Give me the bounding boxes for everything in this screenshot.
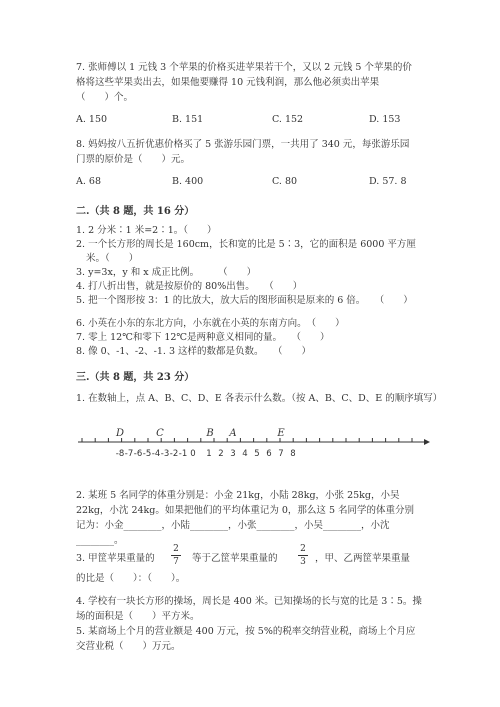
number-line-label: 4 [242,449,248,459]
number-line-label: 8 [290,449,296,459]
s2-item-4: 4. 打八折出售，就是按原价的 80%出售。 （ ） [76,281,303,292]
q7-line-1: 7. 张师傅以 1 元钱 3 个苹果的价格买进苹果若干个，又以 2 元钱 5 个苹果的价 [76,62,412,73]
number-line-label: 1 [206,449,212,459]
q7-option-c[interactable]: C. 152 [272,114,304,125]
fraction-2-numerator: 2 [300,544,306,554]
number-line-point-a: A [229,428,237,439]
number-line-label: 2 [218,449,224,459]
q8-line-2: 门票的原价是（ ）元。 [76,154,191,165]
number-line-label: -5 [142,449,152,459]
number-line-label: -6 [133,449,143,459]
s2-item-3: 3. y=3x，y 和 x 成正比例。 （ ） [76,267,257,278]
s2-item-1: 1. 2 分米∶1 米=2∶1。（ ） [76,225,217,236]
s2-item-8: 8. 像 0、-1、-2、-1. 3 这样的数都是负数。 （ ） [76,346,312,357]
number-line-label: -2 [169,449,179,459]
s3-q3-prefix: 3. 甲筐苹果重量的 [76,553,155,564]
s2-item-7: 7. 零上 12℃和零下 12℃是两种意义相同的量。 （ ） [76,332,330,343]
q8-option-d[interactable]: D. 57. 8 [369,176,407,187]
number-line-arrow [424,439,430,445]
q7-option-a[interactable]: A. 150 [76,114,108,125]
s3-q2-line-2: 22kg，小沈 24kg。如果把他们的平均体重记为 0，那么这 5 名同学的体重分别 [76,505,415,516]
s3-q1-text: 1. 在数轴上，点 A、B、C、D、E 各表示什么数。（按 A、B、C、D、E 的顺序填写） [76,393,443,404]
fraction-1-denominator: 7 [173,557,179,567]
number-line [76,424,431,466]
s3-q4-line-2: 场的面积是（ ）平方米。 [76,611,200,622]
s2-item-2: 2. 一个长方形的周长是 160cm，长和宽的比是 5∶3，它的面积是 6000 平方厘 [76,239,416,250]
q8-option-c[interactable]: C. 80 [272,176,298,187]
number-line-label: 7 [278,449,284,459]
number-line-label: 5 [254,449,260,459]
number-line-point-b: B [206,428,214,439]
s3-q3-line-2: 的比是（ ）：（ ）。 [76,573,186,584]
s3-q2-line-3: 记为：小金________，小陆________，小张________，小吴________，小沈 [76,520,390,531]
s2-item-5: 5. 把一个图形按 3：1 的比放大，放大后的图形面积是原来的 6 倍。 （ ） [76,295,413,306]
fraction-2-denominator: 3 [300,557,306,567]
s2-item-6: 6. 小英在小东的东北方向，小东就在小英的东南方向。 （ ） [76,318,345,329]
section-2-title: 二.（共 8 题，共 16 分） [76,206,195,217]
s2-item-2-cont: 米。（ ） [86,253,139,264]
q8-option-a[interactable]: A. 68 [76,176,101,187]
s3-q4-line-1: 4. 学校有一块长方形的操场，周长是 400 米。已知操场的长与宽的比是 3∶5。操 [76,596,422,607]
s3-q3-suffix: ，甲、乙两筐苹果重量 [315,553,411,564]
number-line-point-c: C [156,428,164,439]
number-line-label: -7 [124,449,134,459]
fraction-1-numerator: 2 [173,544,179,554]
q7-line-3: （ ）个。 [76,92,134,103]
number-line-label: -1 [178,449,188,459]
section-3-title: 三.（共 8 题，共 23 分） [76,372,195,383]
s3-q3-fraction-1 [171,544,181,567]
q8-option-b[interactable]: B. 400 [172,176,204,187]
number-line-point-e: E [277,428,285,439]
s3-q3-mid: 等于乙筐苹果重量的 [192,553,278,564]
q7-option-b[interactable]: B. 151 [172,114,204,125]
s3-q5-line-1: 5. 某商场上个月的营业额是 400 万元，按 5%的税率交纳营业税，商场上个月应 [76,626,416,637]
number-line-label: 6 [266,449,272,459]
s3-q2-line-4: ________。 [76,535,124,546]
number-line-label: 0 [190,449,196,459]
number-line-label: 3 [230,449,236,459]
s3-q5-line-2: 交营业税（ ）万元。 [76,641,181,652]
q7-line-2: 格将这些苹果卖出去，如果他要赚得 10 元钱利润，那么他必须卖出苹果 [76,77,380,88]
number-line-label: -8 [115,449,125,459]
s3-q2-line-1: 2. 某班 5 名同学的体重分别是：小金 21kg，小陆 28kg，小张 25kg，小吴 [76,490,400,501]
number-line-label: -4 [151,449,161,459]
q7-option-d[interactable]: D. 153 [369,114,401,125]
q8-line-1: 8. 妈妈按八五折优惠价格买了 5 张游乐园门票，一共用了 340 元，每张游乐园 [76,139,410,150]
number-line-label: -3 [160,449,170,459]
number-line-point-d: D [115,428,125,439]
s3-q3-fraction-2 [298,544,308,567]
